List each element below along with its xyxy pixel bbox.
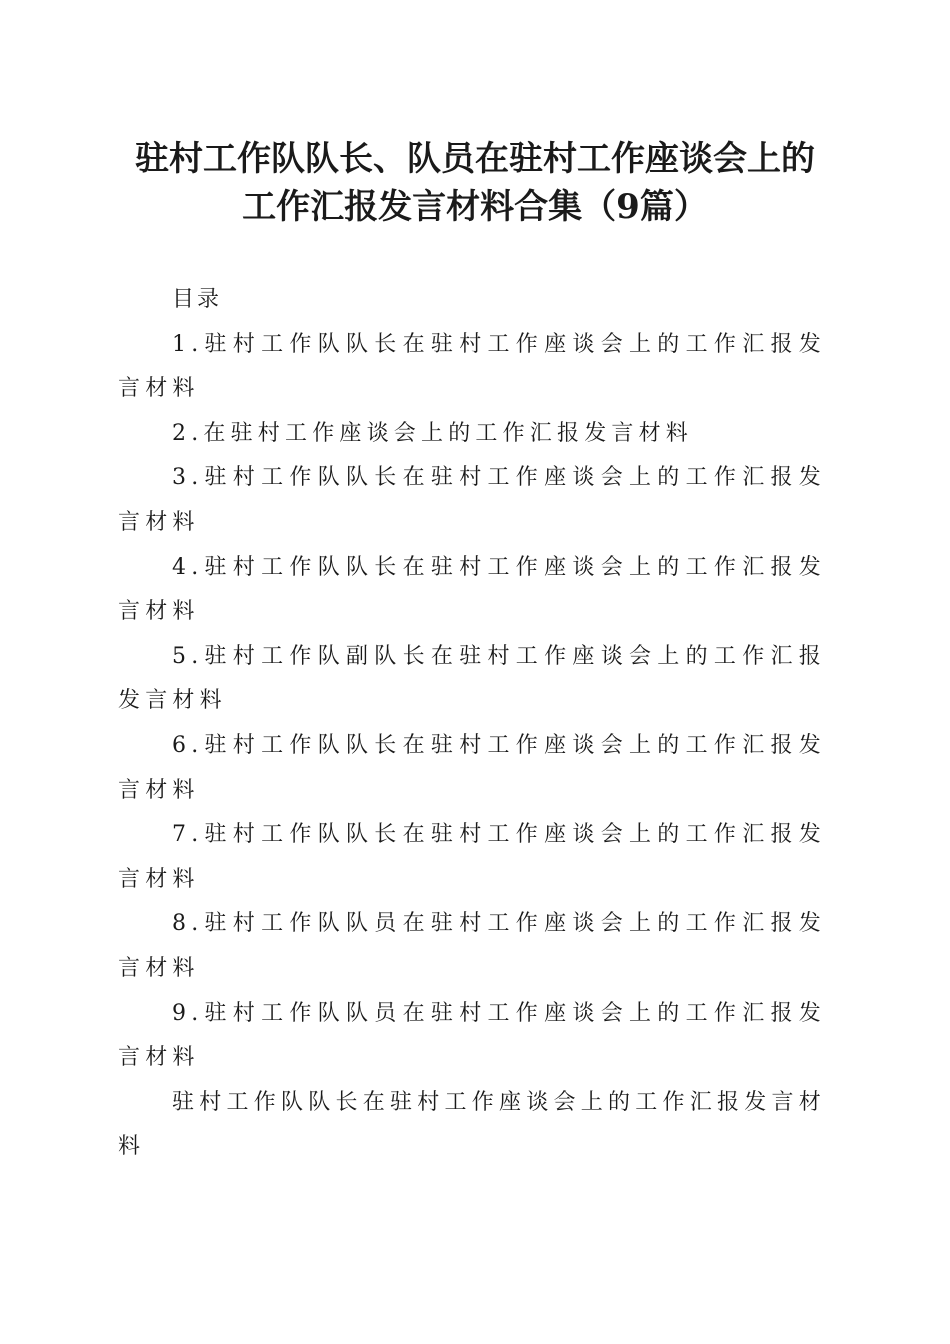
toc-item-8: 8.驻村工作队队员在驻村工作座谈会上的工作汇报发言材料 [118,911,826,981]
toc-item-4: 4.驻村工作队队长在驻村工作座谈会上的工作汇报发言材料 [118,554,826,625]
toc-item-6: 6.驻村工作队队长在驻村工作座谈会上的工作汇报发言材料 [118,732,826,803]
section-title: 驻村工作队队长在驻村工作座谈会上的工作汇报发言材料 [118,1089,826,1160]
document-title [100,135,850,231]
title-line-2: 工作汇报发言材料合集（9篇） [242,187,708,227]
toc-heading: 目录 [172,287,223,312]
toc-item-9: 9.驻村工作队队员在驻村工作座谈会上的工作汇报发言材料 [118,1000,826,1071]
toc-item-3: 3.驻村工作队队长在驻村工作座谈会上的工作汇报发言材料 [118,465,826,535]
toc-item-5: 5.驻村工作队副队长在驻村工作座谈会上的工作汇报发言材料 [118,643,826,714]
toc-item-2: 2.在驻村工作座谈会上的工作汇报发言材料 [172,420,693,446]
toc-item-1: 1.驻村工作队队长在驻村工作座谈会上的工作汇报发言材料 [118,331,826,402]
document-body [118,278,826,1170]
toc-item-7: 7.驻村工作队队长在驻村工作座谈会上的工作汇报发言材料 [118,822,826,892]
title-line-1: 驻村工作队队长、队员在驻村工作座谈会上的 [135,139,815,179]
